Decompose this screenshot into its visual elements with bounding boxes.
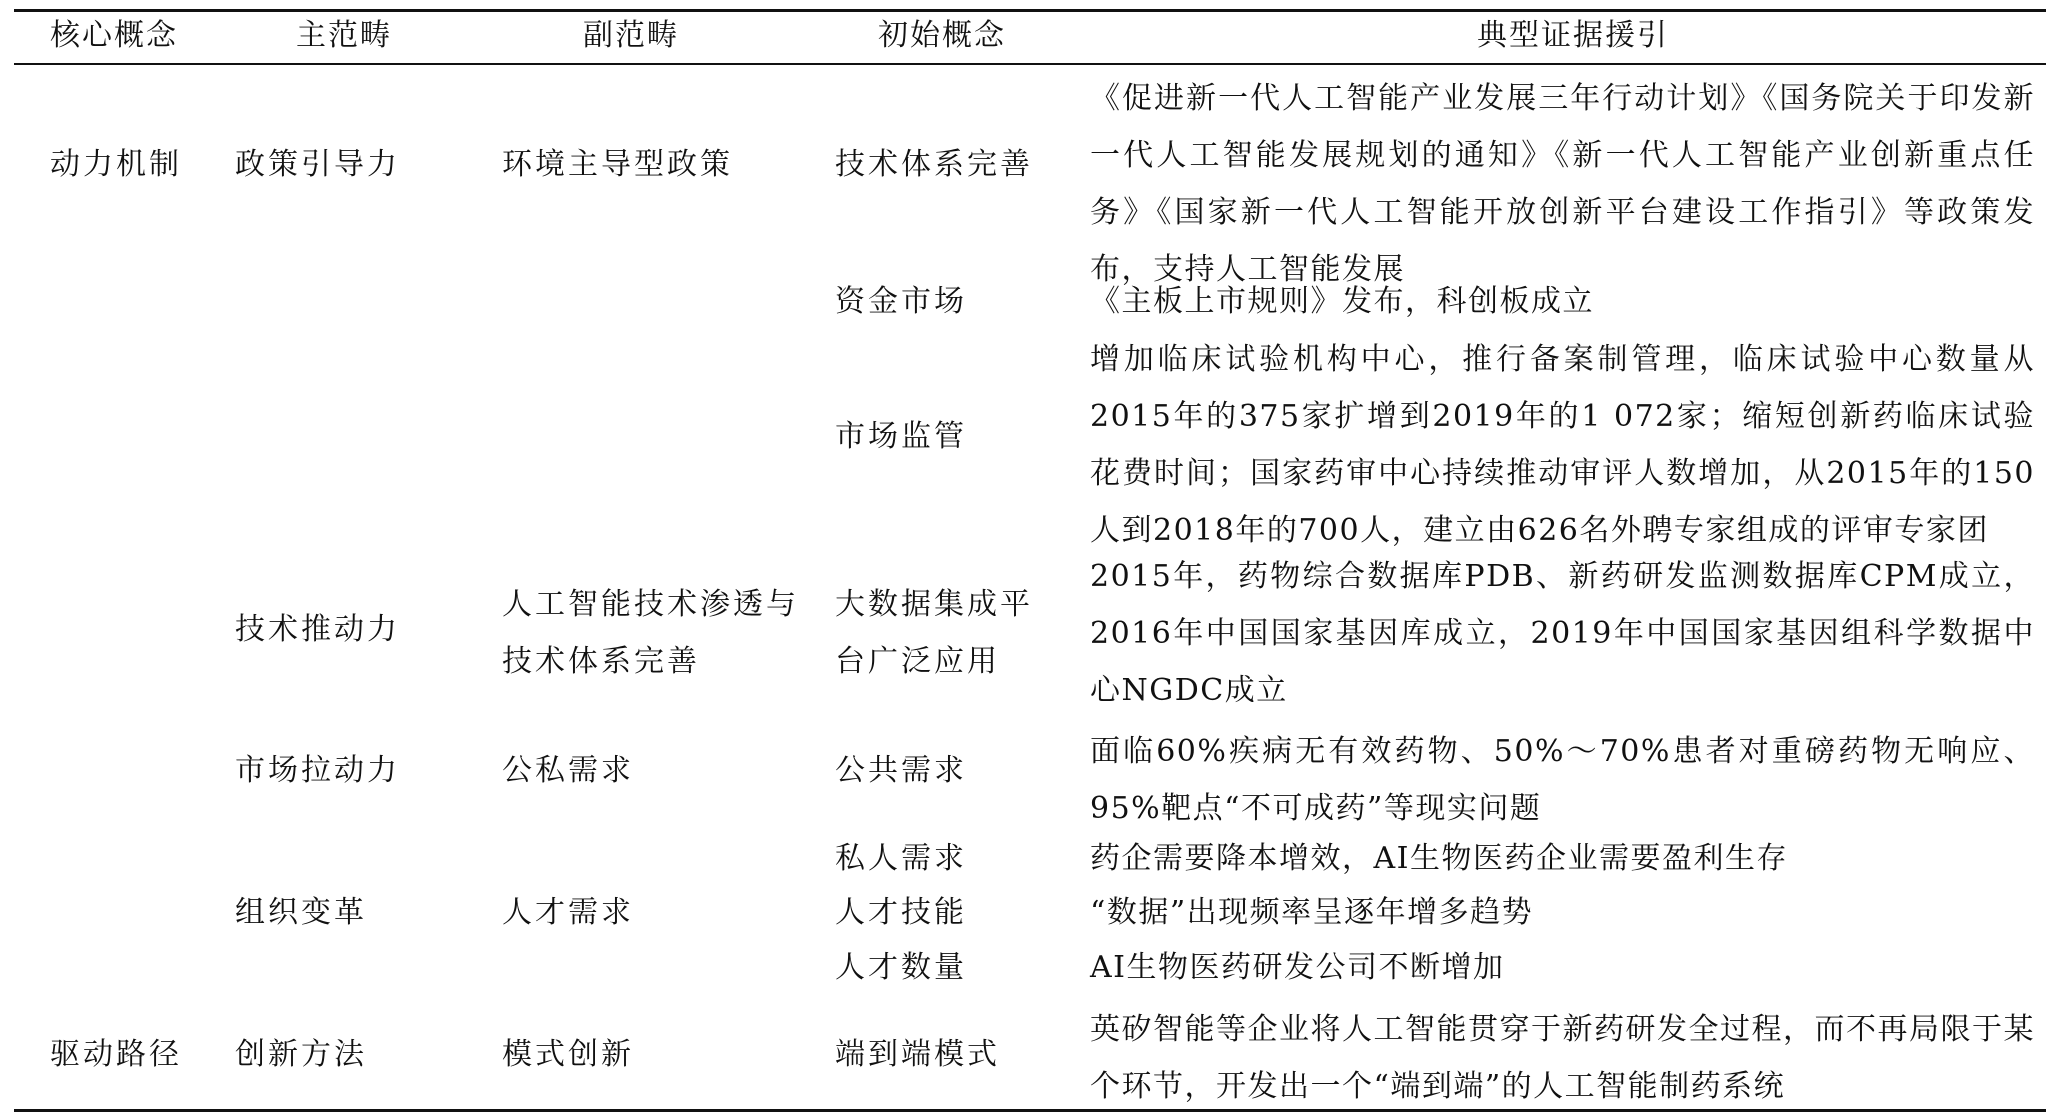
initial-concept-cell: 公共需求	[835, 753, 967, 788]
evidence-cell: AI生物医药研发公司不断增加	[1090, 950, 1505, 985]
evidence-cell: 《主板上市规则》发布，科创板成立	[1090, 284, 1594, 319]
header-sub-category: 副范畴	[583, 18, 679, 53]
initial-concept-cell: 市场监管	[835, 419, 967, 454]
evidence-cell: 药企需要降本增效，AI生物医药企业需要盈利生存	[1090, 841, 1789, 876]
evidence-cell: 2015年，药物综合数据库PDB、新药研发监测数据库CPM成立，2016年中国国家基因库成立，2019年中国国家基因组科学数据中心NGDC成立	[1090, 559, 2035, 708]
sub-category-cell: 人才需求	[502, 895, 634, 930]
evidence-cell: 增加临床试验机构中心，推行备案制管理，临床试验中心数量从2015年的375家扩增到2019年的1 072家；缩短创新药临床试验花费时间；国家药审中心持续推动审评人数增加，从2015年的150人到2018年的700人，建立由626名外聘专家组成的评审专家团	[1090, 342, 2035, 548]
sub-category-cell: 环境主导型政策	[502, 147, 733, 182]
header-core-concept: 核心概念	[50, 18, 178, 53]
sub-category-cell: 人工智能技术渗透与技术体系完善	[502, 587, 799, 679]
main-category-cell: 技术推动力	[235, 612, 400, 647]
core-concept-cell: 驱动路径	[50, 1037, 182, 1072]
header-evidence: 典型证据援引	[1477, 18, 1669, 53]
evidence-cell: “数据”出现频率呈逐年增多趋势	[1090, 895, 1534, 930]
initial-concept-cell: 技术体系完善	[835, 147, 1033, 182]
sub-category-cell: 公私需求	[502, 753, 634, 788]
main-category-cell: 创新方法	[235, 1037, 367, 1072]
initial-concept-cell: 资金市场	[835, 284, 967, 319]
sub-category-cell: 模式创新	[502, 1037, 634, 1072]
header-initial-concept: 初始概念	[878, 18, 1006, 53]
initial-concept-cell: 人才数量	[835, 950, 967, 985]
initial-concept-cell: 私人需求	[835, 841, 967, 876]
evidence-cell: 《促进新一代人工智能产业发展三年行动计划》《国务院关于印发新一代人工智能发展规划的通知》《新一代人工智能产业创新重点任务》《国家新一代人工智能开放创新平台建设工作指引》等政策发布，支持人工智能发展	[1090, 81, 2035, 287]
evidence-cell: 英矽智能等企业将人工智能贯穿于新药研发全过程，而不再局限于某个环节，开发出一个“端到端”的人工智能制药系统	[1090, 1012, 2035, 1104]
core-concept-cell: 动力机制	[50, 147, 182, 182]
table-header-rule	[14, 63, 2046, 65]
main-category-cell: 组织变革	[235, 895, 367, 930]
evidence-cell: 面临60%疾病无有效药物、50%～70%患者对重磅药物无响应、95%靶点“不可成药”等现实问题	[1090, 734, 2035, 826]
main-category-cell: 政策引导力	[235, 147, 400, 182]
initial-concept-cell: 大数据集成平台广泛应用	[835, 587, 1033, 679]
initial-concept-cell: 端到端模式	[835, 1037, 1000, 1072]
header-main-category: 主范畴	[296, 18, 392, 53]
initial-concept-cell: 人才技能	[835, 895, 967, 930]
main-category-cell: 市场拉动力	[235, 753, 400, 788]
